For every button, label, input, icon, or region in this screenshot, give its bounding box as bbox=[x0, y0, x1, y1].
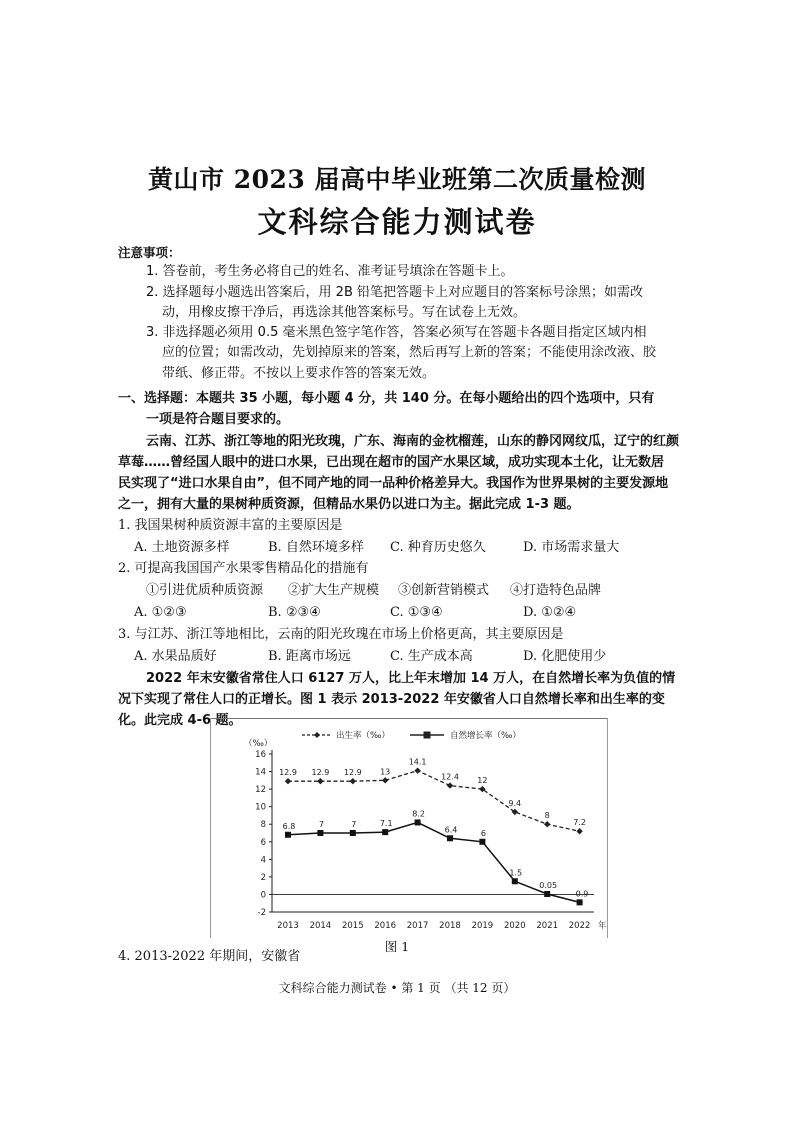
birth-rate-point bbox=[350, 778, 356, 784]
natural-growth-point bbox=[544, 891, 550, 897]
natural-growth-point bbox=[350, 830, 356, 836]
question-1-option-d: D. 市场需求量大 bbox=[523, 540, 620, 555]
question-2-item: ①引进优质种质资源 bbox=[146, 583, 264, 598]
page-footer: 文科综合能力测试卷 • 第 1 页 （共 12 页） bbox=[278, 981, 516, 995]
birth-rate-data-label: 12.9 bbox=[311, 768, 330, 778]
question-1-option-b: B. 自然环境多样 bbox=[268, 540, 364, 555]
question-2-option-a: A. ①②③ bbox=[134, 605, 187, 620]
y-tick-label: 0 bbox=[260, 890, 266, 901]
question-3-option-a: A. 水果品质好 bbox=[134, 649, 217, 664]
passage-line: 2022 年末安徽省常住人口 6127 万人，比上年末增加 14 万人，在自然增长率为负值的情 bbox=[146, 671, 676, 686]
question-4-stem: 4. 2013-2022 年期间，安徽省 bbox=[118, 949, 301, 964]
question-2-stem: 2. 可提高我国国产水果零售精品化的措施有 bbox=[118, 561, 369, 576]
question-2-item: ③创新营销模式 bbox=[398, 583, 490, 598]
birth-rate-data-label: 14.1 bbox=[408, 757, 427, 767]
birth-rate-data-label: 12.9 bbox=[279, 768, 297, 778]
y-tick-label: 14 bbox=[255, 767, 266, 778]
natural-growth-point bbox=[479, 839, 485, 845]
natural-growth-point bbox=[512, 878, 518, 884]
natural-growth-point bbox=[577, 899, 583, 905]
natural-growth-data-label: 7 bbox=[351, 820, 357, 829]
birth-rate-data-label: 12 bbox=[477, 776, 488, 786]
question-2-item: ②扩大生产规模 bbox=[288, 583, 380, 598]
birth-rate-series-line bbox=[288, 771, 580, 835]
x-tick-label: 2015 bbox=[341, 921, 364, 931]
passage-line: 之一，拥有大量的果树种质资源，但精品水果仍以进口为主。据此完成 1-3 题。 bbox=[118, 497, 580, 512]
line-chart bbox=[210, 718, 608, 938]
natural-growth-data-label: 6.8 bbox=[282, 821, 296, 831]
y-tick-label: 6 bbox=[260, 837, 266, 848]
x-tick-label: 2014 bbox=[309, 921, 332, 931]
y-tick-label: 16 bbox=[255, 750, 266, 760]
notice-line: 1. 答卷前，考生务必将自己的姓名、准考证号填涂在答题卡上。 bbox=[146, 264, 514, 279]
question-1-option-a: A. 土地资源多样 bbox=[134, 540, 230, 555]
notice-line: 2. 选择题每小题选出答案后，用 2B 铅笔把答题卡上对应题目的答案标号涂黑；如需改 bbox=[146, 285, 643, 300]
birth-rate-point bbox=[382, 777, 388, 783]
notice-heading: 注意事项： bbox=[118, 245, 181, 260]
natural-growth-point bbox=[285, 832, 291, 838]
y-tick-label: 12 bbox=[255, 785, 266, 796]
birth-rate-point bbox=[317, 778, 323, 784]
question-2-item: ④打造特色品牌 bbox=[510, 583, 602, 598]
legend-birth-rate-marker bbox=[314, 732, 320, 738]
population-rate-chart bbox=[210, 718, 608, 938]
natural-growth-data-label: 7.1 bbox=[379, 819, 393, 829]
birth-rate-data-label: 13 bbox=[380, 767, 391, 777]
birth-rate-data-label: 12.9 bbox=[343, 768, 362, 778]
x-tick-label: 2021 bbox=[536, 921, 559, 931]
natural-growth-point bbox=[317, 830, 323, 836]
question-2-option-c: C. ①③④ bbox=[390, 605, 443, 620]
passage-line: 草莓……曾经国人眼中的进口水果，已出现在超市的国产水果区域，成功实现本土化，让无数居 bbox=[118, 455, 665, 470]
birth-rate-data-label: 7.2 bbox=[573, 818, 586, 828]
birth-rate-point bbox=[447, 782, 453, 788]
natural-growth-data-label: 6 bbox=[480, 828, 486, 838]
natural-growth-series-line bbox=[288, 822, 580, 902]
x-tick-label: 2016 bbox=[374, 921, 397, 931]
natural-growth-point bbox=[382, 829, 388, 835]
x-tick-label: 2019 bbox=[471, 921, 494, 931]
page-subtitle: 文科综合能力测试卷 bbox=[257, 205, 537, 239]
passage-line: 化。此完成 4-6 题。 bbox=[118, 713, 242, 728]
birth-rate-point bbox=[576, 828, 582, 834]
passage-line: 云南、江苏、浙江等地的阳光玫瑰，广东、海南的金枕榴莲，山东的静冈网纹瓜，辽宁的红颜 bbox=[146, 434, 680, 449]
section-heading: 一、选择题：本题共 35 小题，每小题 4 分，共 140 分。在每小题给出的四个选项中，只有 bbox=[118, 391, 655, 406]
y-tick-label: 4 bbox=[260, 855, 266, 866]
question-3-stem: 3. 与江苏、浙江等地相比，云南的阳光玫瑰在市场上价格更高，其主要原因是 bbox=[118, 627, 564, 642]
question-3-option-b: B. 距离市场远 bbox=[268, 649, 351, 664]
natural-growth-data-label: 0.05 bbox=[539, 881, 558, 891]
birth-rate-data-label: 9.4 bbox=[508, 798, 522, 808]
question-1-stem: 1. 我国果树种质资源丰富的主要原因是 bbox=[118, 518, 343, 533]
passage-line: 民实现了“进口水果自由”，但不同产地的同一品种价格差异大。我国作为世界果树的主要发源地 bbox=[118, 476, 669, 491]
y-tick-label: 2 bbox=[260, 872, 266, 883]
legend-natural-growth-label: 自然增长率（‰） bbox=[450, 731, 521, 741]
section-heading-cont: 一项是符合题目要求的。 bbox=[146, 412, 290, 427]
x-tick-label: 2020 bbox=[503, 921, 526, 931]
y-axis-label: （‰） bbox=[244, 739, 273, 749]
natural-growth-data-label: 7 bbox=[318, 820, 324, 829]
birth-rate-point bbox=[414, 767, 420, 773]
notice-line: 动，用橡皮擦干净后，再选涂其他答案标号。写在试卷上无效。 bbox=[162, 305, 527, 320]
natural-growth-point bbox=[415, 819, 421, 825]
notice-line: 带纸、修正带。不按以上要求作答的答案无效。 bbox=[162, 366, 436, 381]
notice-line: 应的位置；如需改动，先划掉原来的答案，然后再写上新的答案；不能使用涂改液、胶 bbox=[162, 345, 657, 360]
legend-birth-rate-label: 出生率（‰） bbox=[336, 731, 390, 741]
natural-growth-data-label: 1.5 bbox=[509, 868, 523, 878]
y-tick-label: 8 bbox=[260, 820, 266, 831]
y-tick-label: 10 bbox=[255, 802, 266, 813]
question-3-option-d: D. 化肥使用少 bbox=[523, 649, 607, 664]
natural-growth-point bbox=[447, 835, 453, 841]
figure-caption: 图 1 bbox=[384, 939, 410, 954]
passage-line: 况下实现了常住人口的正增长。图 1 表示 2013-2022 年安徽省人口自然增长率和出生率的变 bbox=[118, 692, 665, 707]
birth-rate-point bbox=[285, 778, 291, 784]
natural-growth-data-label: -0.9 bbox=[572, 889, 589, 899]
y-tick-label: -2 bbox=[257, 908, 266, 918]
question-1-option-c: C. 种育历史悠久 bbox=[390, 540, 486, 555]
question-2-option-d: D. ①②④ bbox=[523, 605, 577, 620]
x-tick-label: 2017 bbox=[406, 921, 429, 931]
natural-growth-data-label: 8.2 bbox=[412, 809, 425, 819]
question-2-option-b: B. ②③④ bbox=[268, 605, 321, 620]
x-tick-label: 2013 bbox=[277, 921, 299, 931]
x-tick-label: 2018 bbox=[439, 921, 461, 931]
birth-rate-point bbox=[544, 821, 550, 827]
x-tick-label: 2022 bbox=[568, 921, 591, 931]
notice-line: 3. 非选择题必须用 0.5 毫米黑色签字笔作答，答案必须写在答题卡各题目指定区域内相 bbox=[146, 325, 647, 340]
question-3-option-c: C. 生产成本高 bbox=[390, 649, 473, 664]
page-title: 黄山市 2023 届高中毕业班第二次质量检测 bbox=[148, 165, 646, 194]
birth-rate-data-label: 12.4 bbox=[441, 772, 459, 782]
x-axis-unit: 年 bbox=[598, 921, 607, 931]
legend-natural-growth-marker bbox=[424, 732, 431, 739]
birth-rate-data-label: 8 bbox=[544, 811, 550, 821]
natural-growth-data-label: 6.4 bbox=[444, 825, 458, 835]
